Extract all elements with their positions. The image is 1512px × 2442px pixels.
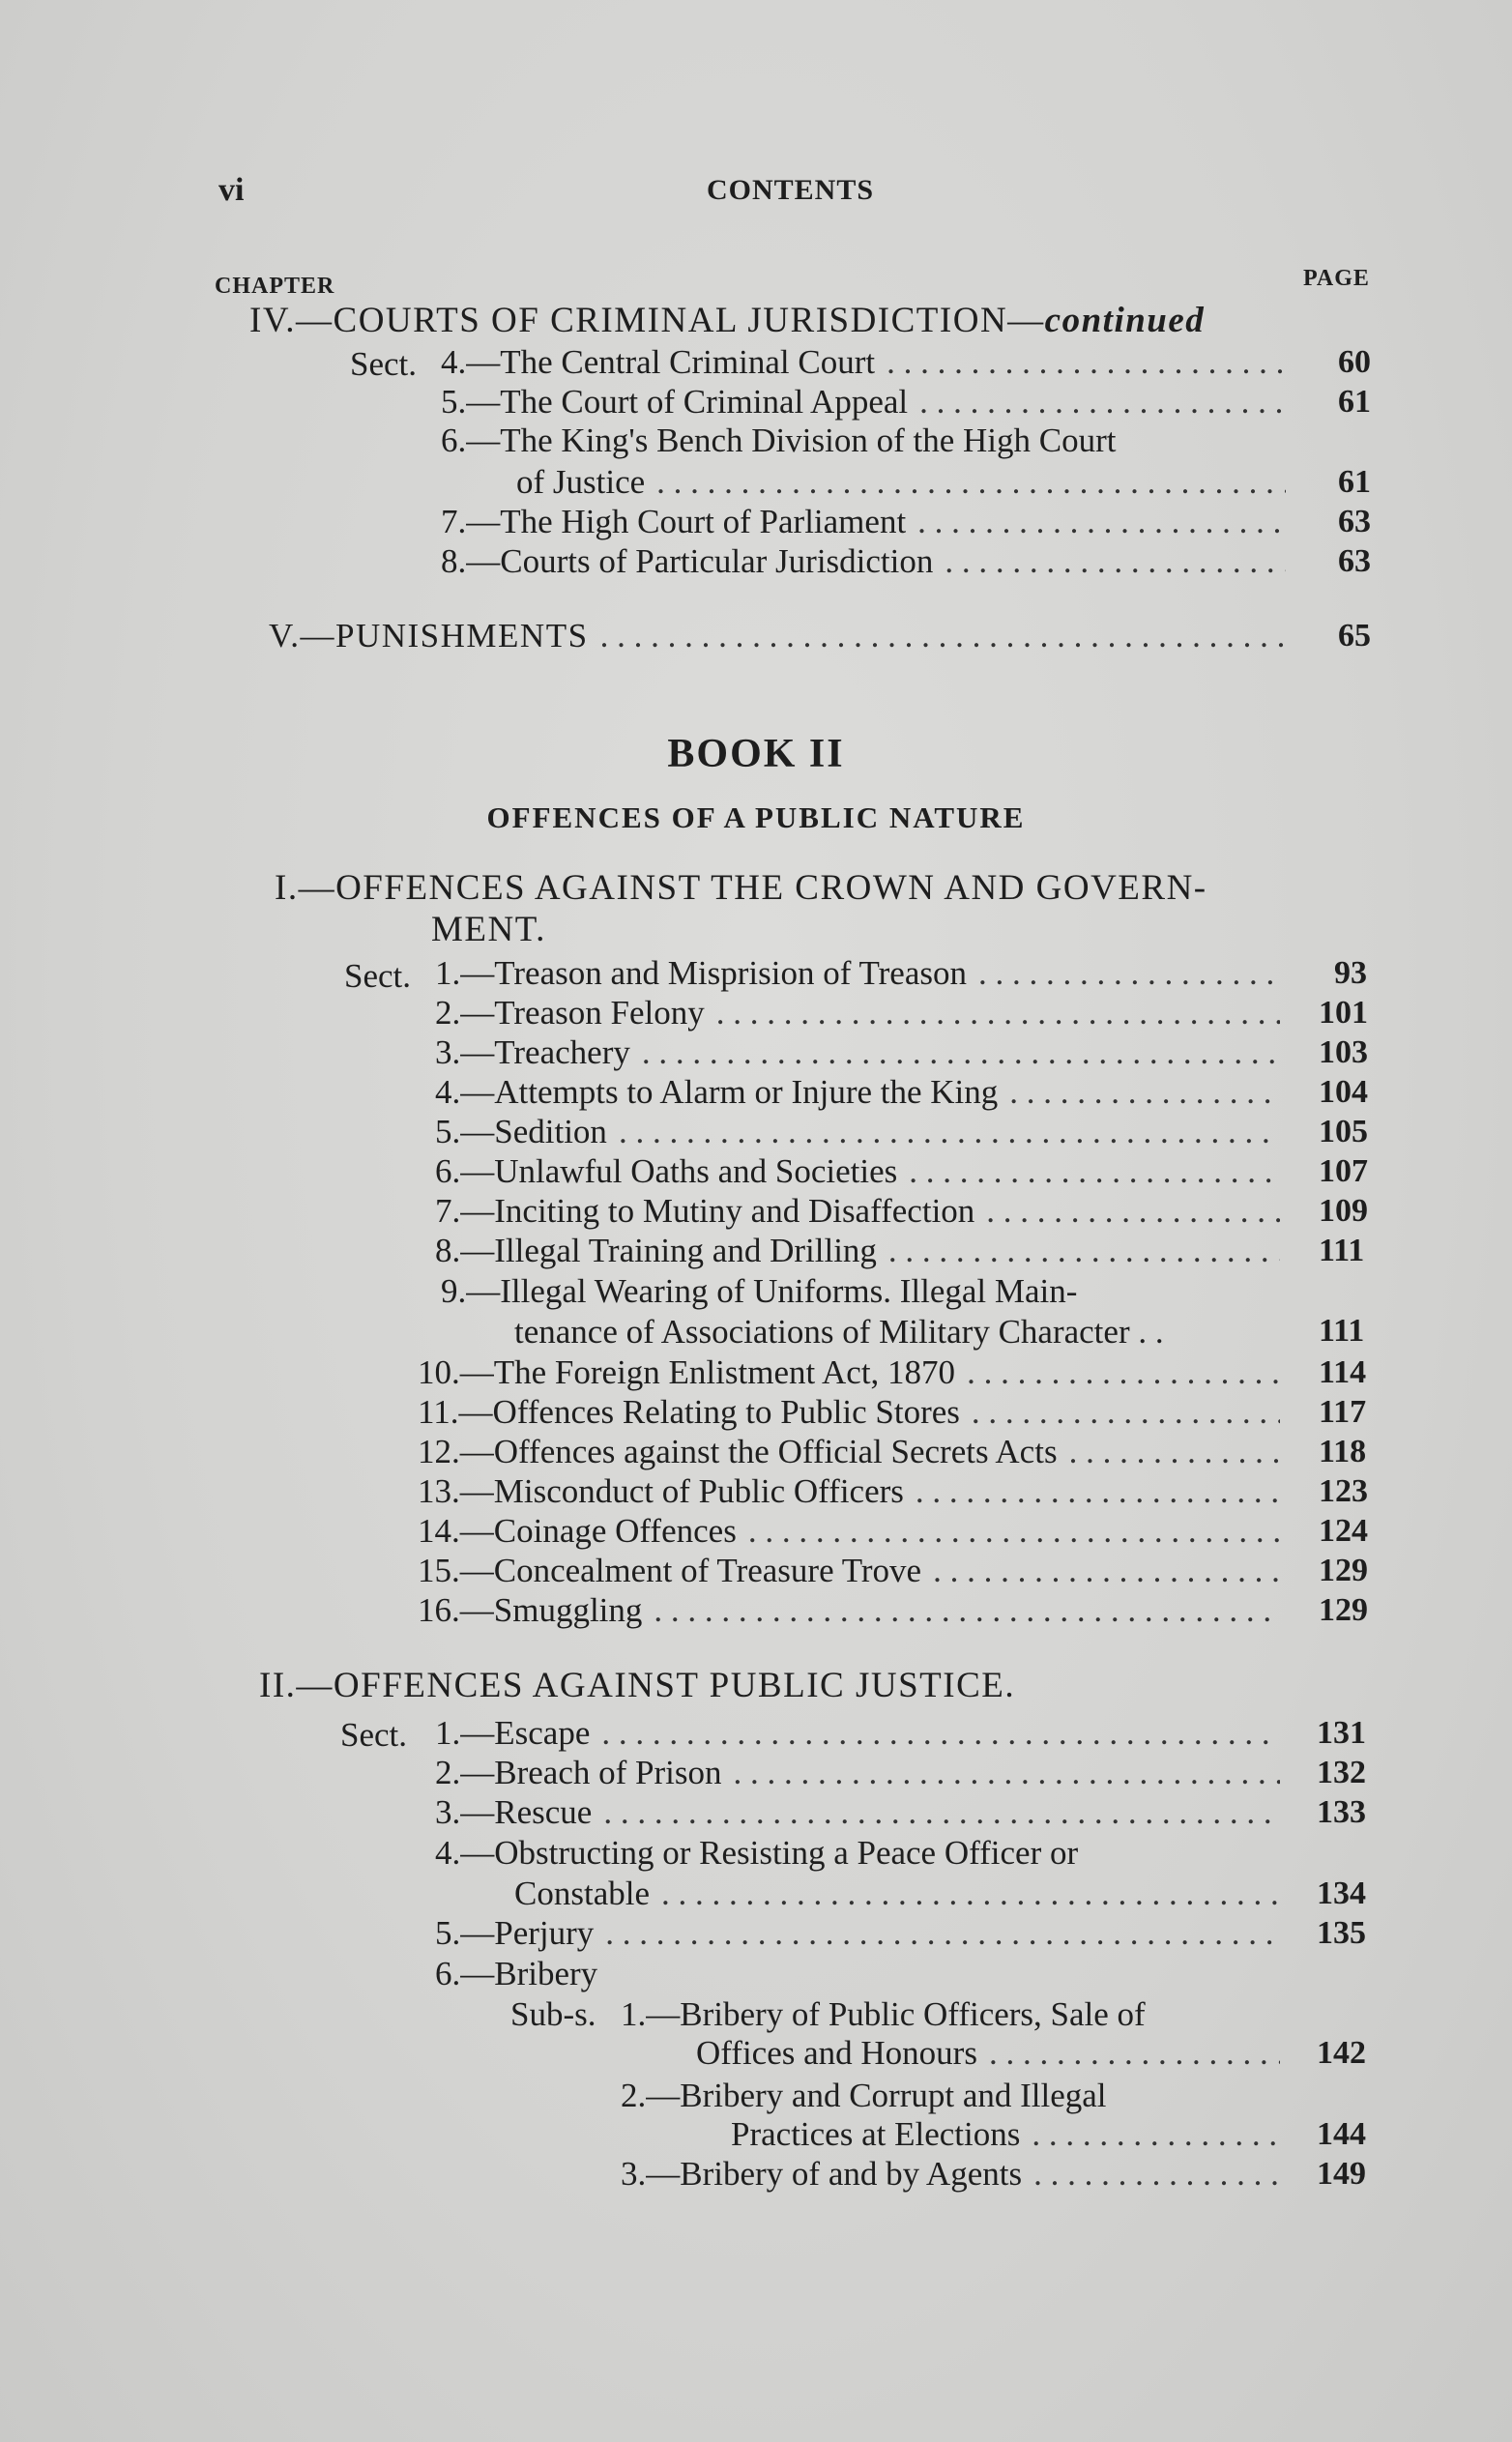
page-number: 65 (1338, 618, 1371, 654)
page-number: 129 (1319, 1592, 1368, 1628)
toc-entry: 8.—Courts of Particular Jurisdiction . . . (441, 541, 1292, 582)
page-number: 133 (1317, 1794, 1366, 1830)
chapter-v-heading: V.—PUNISHMENTS . . . (269, 616, 1292, 656)
toc-entry: Offices and Honours . . . (696, 2033, 1286, 2074)
toc-entry-line: 9.—Illegal Wearing of Uniforms. Illegal Main- (441, 1272, 1078, 1310)
toc-entry: 6.—Unlawful Oaths and Societies . . . (435, 1151, 1286, 1192)
toc-entry: 8.—Illegal Training and Drilling . . . (435, 1231, 1286, 1271)
toc-entry: 3.—Rescue . . . (435, 1792, 1286, 1833)
page-number: 61 (1338, 464, 1371, 500)
toc-entry: Constable . . . (514, 1874, 1286, 1914)
toc-entry: 10.—The Foreign Enlistment Act, 1870 . . . (418, 1352, 1286, 1393)
toc-entry: 4.—Attempts to Alarm or Injure the King . . . (435, 1072, 1286, 1113)
page-number: 134 (1317, 1875, 1366, 1911)
toc-entry-line: 4.—Obstructing or Resisting a Peace Officer or (435, 1834, 1079, 1872)
subs-label: Sub-s. (510, 1995, 596, 2033)
toc-entry: tenance of Associations of Military Character . . (514, 1313, 1164, 1351)
page-number: 142 (1317, 2035, 1366, 2071)
book-title: BOOK II (667, 732, 845, 776)
page-number: 111 (1319, 1233, 1365, 1268)
page-numeral: vi (218, 172, 245, 208)
running-title: CONTENTS (707, 174, 875, 206)
toc-entry: 13.—Misconduct of Public Officers . . . (418, 1471, 1286, 1512)
page-number: 104 (1319, 1074, 1368, 1110)
page-number: 124 (1319, 1513, 1368, 1549)
page-number: 105 (1319, 1114, 1368, 1149)
toc-entry: 12.—Offences against the Official Secrets Acts . . . (418, 1432, 1286, 1472)
toc-entry: 6.—Bribery (435, 1955, 598, 1992)
page-number: 103 (1319, 1034, 1368, 1070)
page-number: 61 (1338, 384, 1371, 420)
page-number: 123 (1319, 1473, 1368, 1509)
toc-entry: 7.—The High Court of Parliament . . . (441, 502, 1292, 542)
page-number: 117 (1319, 1394, 1367, 1430)
page-number: 132 (1317, 1755, 1366, 1790)
toc-entry: 15.—Concealment of Treasure Trove . . . (418, 1551, 1286, 1591)
toc-entry: of Justice . . . (516, 462, 1292, 503)
toc-entry: 3.—Treachery . . . (435, 1032, 1286, 1073)
page-number: 101 (1319, 995, 1368, 1031)
toc-entry: 14.—Coinage Offences . . . (418, 1511, 1286, 1552)
toc-entry: 1.—Escape . . . (435, 1713, 1286, 1754)
page-number: 60 (1338, 344, 1371, 380)
sect-label: Sect. (340, 1716, 408, 1754)
toc-entry-line: 2.—Bribery and Corrupt and Illegal (621, 2077, 1107, 2114)
page-number: 118 (1319, 1434, 1367, 1469)
toc-entry: 4.—The Central Criminal Court . . . (441, 342, 1292, 383)
page-number: 93 (1334, 955, 1367, 991)
toc-entry: 5.—The Court of Criminal Appeal . . . (441, 382, 1292, 422)
page-number: 129 (1319, 1553, 1368, 1588)
toc-entry: 1.—Treason and Misprision of Treason . . . (435, 953, 1286, 994)
toc-entry: 2.—Breach of Prison . . . (435, 1753, 1286, 1793)
page-number: 111 (1319, 1313, 1365, 1349)
page-number: 114 (1319, 1354, 1367, 1390)
page-number: 109 (1319, 1193, 1368, 1229)
chapter-ii-heading: II.—OFFENCES AGAINST PUBLIC JUSTICE. (259, 1666, 1016, 1705)
toc-entry: 2.—Treason Felony . . . (435, 993, 1286, 1033)
toc-entry: 7.—Inciting to Mutiny and Disaffection . . . (435, 1191, 1286, 1232)
chapter-i-heading: I.—OFFENCES AGAINST THE CROWN AND GOVERN- (275, 868, 1207, 908)
page-number: 135 (1317, 1915, 1366, 1951)
page-number: 144 (1317, 2116, 1366, 2152)
book-subtitle: OFFENCES OF A PUBLIC NATURE (486, 800, 1026, 834)
toc-entry: Practices at Elections . . . (731, 2114, 1286, 2155)
page-label: PAGE (1303, 266, 1370, 291)
toc-entry: 5.—Sedition . . . (435, 1112, 1286, 1152)
page-number: 131 (1317, 1715, 1366, 1751)
chapter-label: CHAPTER (215, 274, 335, 299)
toc-entry: 3.—Bribery of and by Agents . . . (621, 2154, 1286, 2195)
sect-label: Sect. (350, 345, 418, 383)
toc-entry: 5.—Perjury . . . (435, 1913, 1286, 1954)
page-number: 63 (1338, 543, 1371, 579)
toc-entry: 11.—Offences Relating to Public Stores . . . (418, 1392, 1286, 1433)
page-number: 149 (1317, 2156, 1366, 2192)
toc-entry: 16.—Smuggling . . . (418, 1590, 1286, 1631)
chapter-i-heading-cont: MENT. (431, 910, 546, 949)
chapter-iv-heading: IV.—COURTS OF CRIMINAL JURISDICTION—continued (249, 301, 1206, 340)
toc-entry-line: 1.—Bribery of Public Officers, Sale of (621, 1995, 1146, 2033)
toc-entry-line: 6.—The King's Bench Division of the High Court (441, 422, 1117, 459)
page-number: 63 (1338, 504, 1371, 539)
page-number: 107 (1319, 1153, 1368, 1189)
sect-label: Sect. (344, 957, 412, 995)
